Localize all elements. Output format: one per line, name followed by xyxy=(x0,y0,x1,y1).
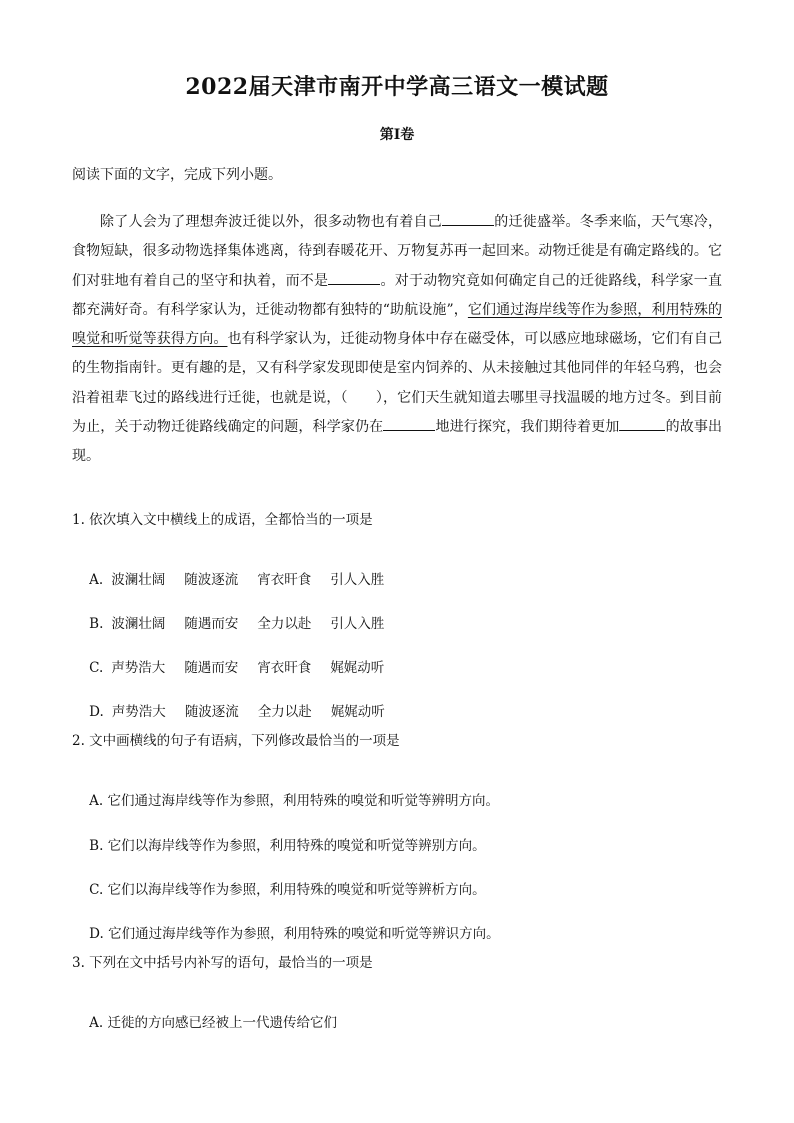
option-word: 宵衣旰食 xyxy=(257,572,312,588)
option-label: A. xyxy=(89,572,104,588)
question-3-stem: 3. 下列在文中括号内补写的语句，最恰当的一项是 xyxy=(72,955,373,971)
fill-blank-2 xyxy=(328,270,380,285)
fill-blank-3 xyxy=(383,416,435,431)
option-label: B. xyxy=(89,616,104,632)
option-word: 声势浩大 xyxy=(111,660,166,676)
option-label: D. xyxy=(89,926,104,942)
option-word: 引人入胜 xyxy=(330,616,385,632)
option-label: C. xyxy=(89,660,104,676)
option-text: 它们通过海岸线等作为参照，利用特殊的嗅觉和听觉等辨识方向。 xyxy=(108,926,500,942)
option-word: 波澜壮阔 xyxy=(111,572,166,588)
underlined-sentence: 它们通过海岸线等作为参照，利用特殊的嗅觉和听觉等获得方向。 xyxy=(72,301,722,348)
option-text: 它们以海岸线等作为参照，利用特殊的嗅觉和听觉等辨析方向。 xyxy=(107,882,486,898)
option-word: 全力以赴 xyxy=(257,616,312,632)
option-word: 宵衣旰食 xyxy=(257,660,312,676)
passage-text: 的迁徙盛举。冬季来临，天气寒冷，食物短缺，很多动物选择集体逃离，待到春暖花开、万物复苏再一起回来。动物迁徙是有确定路线的。它们对驻地有着自己的坚守和执着，而不是 xyxy=(72,214,722,289)
question-2-stem: 2. 文中画横线的句子有语病，下列修改最恰当的一项是 xyxy=(72,733,400,749)
option-word: 全力以赴 xyxy=(257,704,312,720)
option-text: 它们通过海岸线等作为参照，利用特殊的嗅觉和听觉等辨明方向。 xyxy=(107,793,500,809)
fill-blank-4 xyxy=(619,416,665,431)
passage-text: 除了人会为了理想奔波迁徙以外，很多动物也有着自己 xyxy=(100,214,442,230)
question-3-option-a[interactable] xyxy=(72,995,337,1047)
option-word: 引人入胜 xyxy=(330,572,385,588)
option-word: 随波逐流 xyxy=(184,572,239,588)
option-text: 迁徙的方向感已经被上一代遗传给它们 xyxy=(107,1015,338,1031)
passage-text: 地进行探究，我们期待着更加 xyxy=(435,419,620,436)
option-word: 随遇而安 xyxy=(184,660,239,676)
option-text: 它们以海岸线等作为参照，利用特殊的嗅觉和听觉等辨别方向。 xyxy=(107,838,486,854)
option-label: A. xyxy=(89,1015,104,1031)
option-label: B. xyxy=(89,838,104,854)
passage-text: 。对于动物究竟如何确定自己的迁徙路线，科学家一直都充满好奇。有科学家认为，迁徙动物都有独特的“助航设施”， xyxy=(72,272,723,318)
option-label: C. xyxy=(89,882,104,898)
reading-passage xyxy=(72,208,722,472)
option-word: 波澜壮阔 xyxy=(111,616,166,632)
option-word: 随遇而安 xyxy=(184,616,239,632)
option-label: A. xyxy=(89,793,104,809)
exam-title: 2022届天津市南开中学高三语文一模试题 xyxy=(185,74,609,100)
option-word: 娓娓动听 xyxy=(330,704,385,720)
option-label: D. xyxy=(89,704,104,720)
question-1-stem: 1. 依次填入文中横线上的成语，全都恰当的一项是 xyxy=(72,512,373,528)
passage-text: 的故事出现。 xyxy=(72,419,723,465)
reading-instruction: 阅读下面的文字，完成下列小题。 xyxy=(72,167,282,183)
fill-blank-1 xyxy=(442,211,494,226)
option-word: 声势浩大 xyxy=(111,704,166,720)
passage-text: 也有科学家认为，迁徙动物身体中存在磁受体，可以感应地球磁场，它们有自己的生物指南针。更有趣的是，又有科学家发现即使是室内饲养的、从未接触过其他同伴的年轻乌鸦，也会沿着祖辈飞过的路线进行迁徙，也就是说，（ ），它们天生就知道去哪里寻找温暖的地方过冬。到目前为止，关于动物迁徙路线确定的问题，科学家仍在 xyxy=(72,331,722,436)
section-heading: 第I卷 xyxy=(379,127,415,143)
option-word: 娓娓动听 xyxy=(330,660,385,676)
option-word: 随波逐流 xyxy=(184,704,239,720)
